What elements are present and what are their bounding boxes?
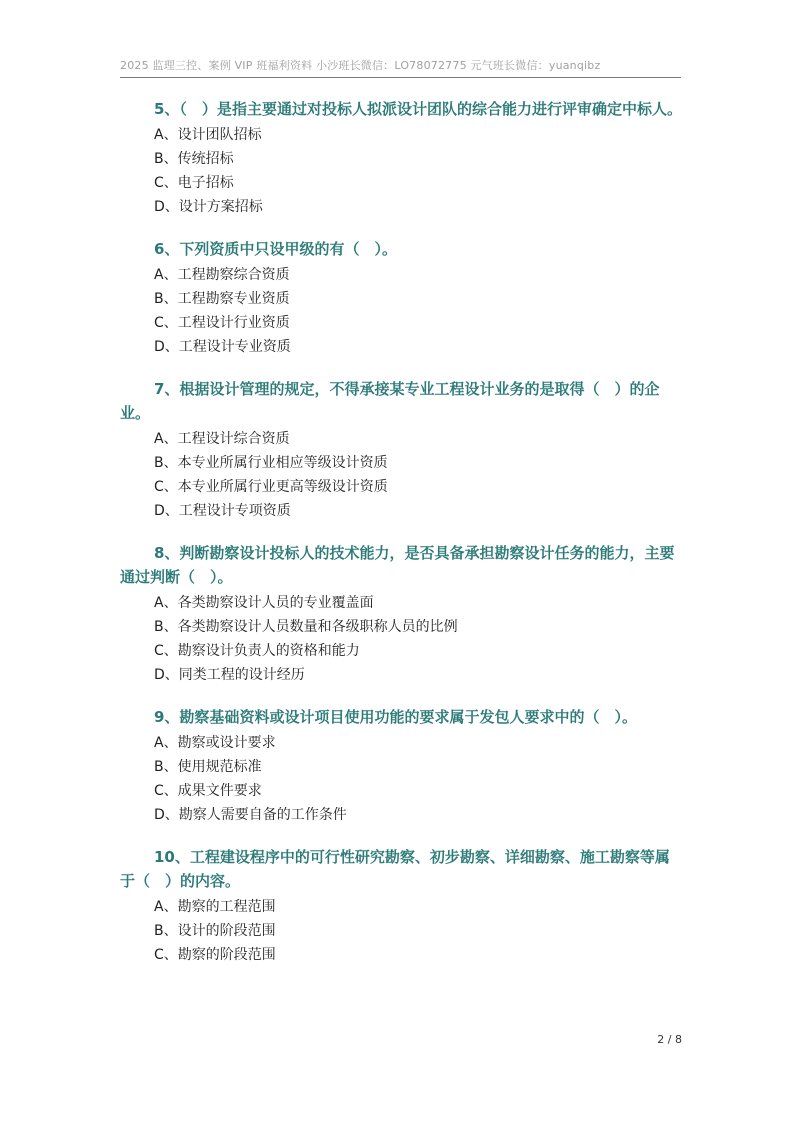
question-text: 8、判断勘察设计投标人的技术能力，是否具备承担勘察设计任务的能力，主要通过判断（ ）。 [120, 544, 675, 586]
option-a: A、设计团队招标 [154, 127, 262, 143]
option-d: D、工程设计专业资质 [154, 339, 291, 355]
option-b: B、工程勘察专业资质 [154, 291, 290, 307]
question-text: 10、工程建设程序中的可行性研究勘察、初步勘察、详细勘察、施工勘察等属于（ ）的内容。 [120, 848, 670, 890]
option-c: C、成果文件要求 [154, 783, 262, 799]
option-d: D、同类工程的设计经历 [154, 667, 305, 683]
question-text: 7、根据设计管理的规定，不得承接某专业工程设计业务的是取得（ ）的企业。 [120, 380, 660, 422]
question-text: 5、（ ）是指主要通过对投标人拟派设计团队的综合能力进行评审确定中标人。 [154, 100, 682, 118]
question-6 [120, 237, 683, 359]
option-c: C、工程设计行业资质 [154, 315, 290, 331]
option-b: B、设计的阶段范围 [154, 923, 276, 939]
option-b: B、各类勘察设计人员数量和各级职称人员的比例 [154, 619, 458, 635]
option-a: A、各类勘察设计人员的专业覆盖面 [154, 595, 374, 611]
question-list [120, 97, 683, 985]
question-text: 9、勘察基础资料或设计项目使用功能的要求属于发包人要求中的（ ）。 [154, 708, 637, 726]
header-divider [120, 77, 681, 78]
question-8 [120, 541, 683, 687]
option-b: B、使用规范标准 [154, 759, 262, 775]
option-a: A、勘察或设计要求 [154, 735, 276, 751]
option-c: C、本专业所属行业更高等级设计资质 [154, 479, 388, 495]
option-a: A、勘察的工程范围 [154, 899, 276, 915]
option-b: B、传统招标 [154, 151, 234, 167]
option-d: D、工程设计专项资质 [154, 503, 291, 519]
option-b: B、本专业所属行业相应等级设计资质 [154, 455, 388, 471]
option-c: C、勘察设计负责人的资格和能力 [154, 643, 360, 659]
option-d: D、设计方案招标 [154, 199, 263, 215]
option-a: A、工程勘察综合资质 [154, 267, 290, 283]
option-c: C、电子招标 [154, 175, 234, 191]
question-7 [120, 377, 683, 523]
option-d: D、勘察人需要自备的工作条件 [154, 807, 347, 823]
page-header: 2025 监理三控、案例 VIP 班福利资料 小沙班长微信：LO78072775 元气班长微信：yuanqibz [120, 59, 601, 72]
question-5 [120, 97, 683, 219]
page-number: 2 / 8 [657, 1033, 682, 1046]
question-text: 6、下列资质中只设甲级的有（ ）。 [154, 240, 397, 258]
option-a: A、工程设计综合资质 [154, 431, 290, 447]
question-10 [120, 845, 683, 967]
option-c: C、勘察的阶段范围 [154, 947, 276, 963]
question-9 [120, 705, 683, 827]
